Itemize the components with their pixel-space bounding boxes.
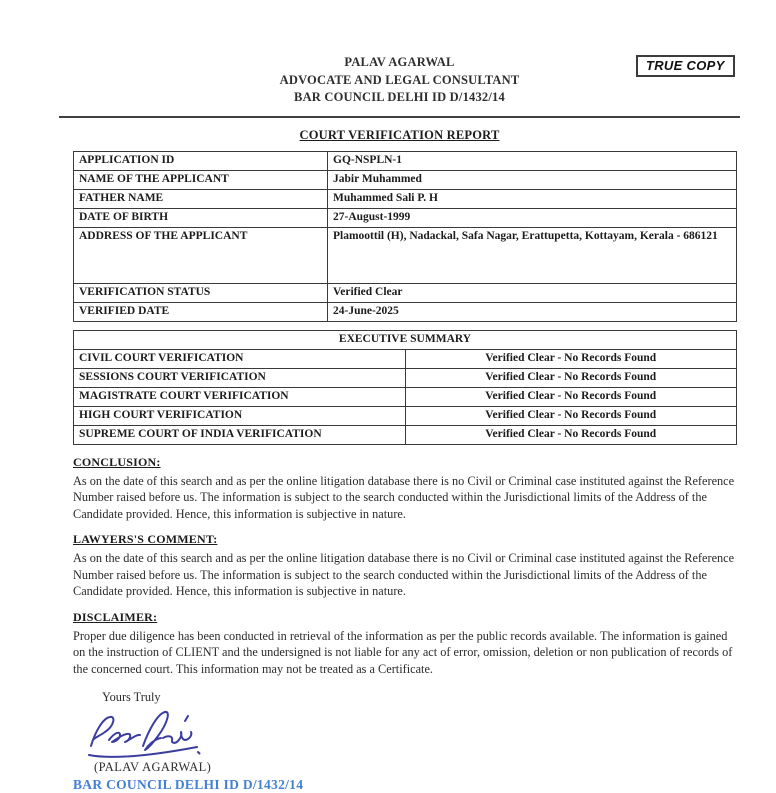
row-value: Verified Clear - No Records Found [405,387,737,406]
letterhead [59,0,740,107]
row-value: Verified Clear - No Records Found [405,368,737,387]
signatory-name: (PALAV AGARWAL) [94,760,212,774]
row-label: HIGH COURT VERIFICATION [74,406,406,425]
applicant-table [73,151,737,322]
row-label: SESSIONS COURT VERIFICATION [74,368,406,387]
row-label: VERIFIED DATE [74,302,328,321]
section-heading: LAWYERS'S COMMENT: [73,532,218,546]
letterhead-designation: ADVOCATE AND LEGAL CONSULTANT [279,72,520,87]
report-sections [73,455,735,678]
row-label: DATE OF BIRTH [74,208,328,227]
section-heading: CONCLUSION: [73,454,161,469]
section-heading: DISCLAIMER: [73,609,158,624]
executive-summary-table [73,330,737,445]
bar-council-id: BAR COUNCIL DELHI ID D/1432/14 [73,777,304,792]
executive-summary-title: EXECUTIVE SUMMARY [74,330,737,349]
row-label: NAME OF THE APPLICANT [74,170,328,189]
row-value: Verified Clear - No Records Found [405,406,737,425]
section-body: As on the date of this search and as per the online litigation database there is no Civil or Criminal case instituted against the Reference Number raised before us. The information is subject to the search conducted within the Jurisdictional limits of the Address of the Candidate provided. Hence, this information is subjective in nature. [73,551,735,598]
table-row [74,151,737,170]
table-row [74,387,737,406]
section-conclusion [73,455,735,523]
row-value: 24-June-2025 [328,302,737,321]
table-row [74,406,737,425]
row-label: FATHER NAME [74,189,328,208]
signature-icon [85,708,209,760]
table-row [74,425,737,444]
row-value: Verified Clear - No Records Found [405,349,737,368]
row-value: Plamoottil (H), Nadackal, Safa Nagar, Erattupetta, Kottayam, Kerala - 686121 [328,227,737,283]
true-copy-stamp [636,55,735,77]
row-label: ADDRESS OF THE APPLICANT [74,227,328,283]
header-divider [59,116,740,118]
table-row [74,189,737,208]
row-value: Verified Clear [328,283,737,302]
section-body: Proper due diligence has been conducted in retrieval of the information as per the public records available. The information is gained on the instruction of CLIENT and the undersigned is not liable for any act of error, omission, deletion or non publication of records of the concerned court. This information may not be treated as a Certificate. [73,628,733,676]
row-label: APPLICATION ID [74,151,328,170]
report-title: COURT VERIFICATION REPORT [299,127,500,142]
letterhead-name: PALAV AGARWAL [344,55,455,69]
row-value: Muhammed Sali P. H [328,189,737,208]
table-row [74,283,737,302]
table-row [74,302,737,321]
section-body: As on the date of this search and as per the online litigation database there is no Civil or Criminal case instituted against the Reference Number raised before us. The information is subject to the search conducted within the Jurisdictional limits of the Address of the Candidate provided. Hence, this information is subjective in nature. [73,473,735,521]
executive-summary-header [74,330,737,349]
row-label: CIVIL COURT VERIFICATION [74,349,406,368]
row-label: SUPREME COURT OF INDIA VERIFICATION [74,425,406,444]
row-label: VERIFICATION STATUS [74,283,328,302]
table-row [74,368,737,387]
table-row [74,208,737,227]
table-row [74,170,737,189]
table-row-address [74,227,737,283]
row-label: MAGISTRATE COURT VERIFICATION [74,387,406,406]
section-lawyers-comment [73,532,735,600]
letterhead-bar-id: BAR COUNCIL DELHI ID D/1432/14 [294,90,505,104]
signature [85,708,776,760]
section-disclaimer [73,610,735,678]
row-value: Jabir Muhammed [328,170,737,189]
row-value: GQ-NSPLN-1 [328,151,737,170]
row-value: Verified Clear - No Records Found [405,425,737,444]
closing-block [73,690,776,793]
true-copy-label: TRUE COPY [646,58,725,73]
row-value: 27-August-1999 [328,208,737,227]
table-row [74,349,737,368]
salutation: Yours Truly [102,690,161,704]
